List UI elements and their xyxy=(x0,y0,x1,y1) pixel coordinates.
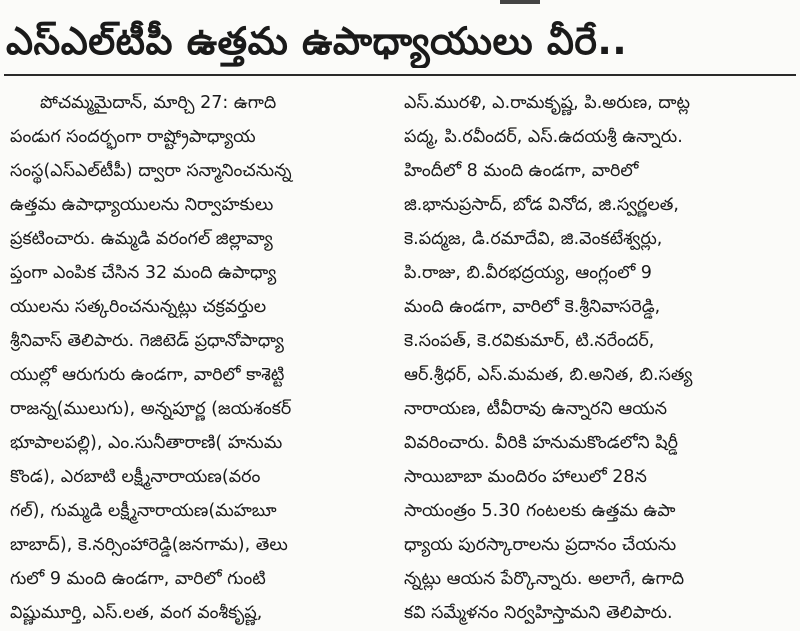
text-line: సంస్థ(ఎస్‌ఎల్‌టీపీ) ద్వారా సన్మానించనున్న xyxy=(10,161,292,181)
text-line: నారాయణ, టీవీరావు ఉన్నారని ఆయన xyxy=(404,399,668,419)
text-line: జి.భానుప్రసాద్, బోడ వినోద, జి.స్వర్ణలత, xyxy=(404,195,679,215)
text-line: పోచమ్మమైదాన్, మార్చి 27: ఉగాది xyxy=(40,93,277,113)
text-line: కవి సమ్మేళనం నిర్వహిస్తామని తెలిపారు. xyxy=(404,603,673,623)
text-line: భూపాలపల్లి), ఎం.సునీతారాణి( హనుమ xyxy=(10,433,283,453)
text-line: యుల్లో ఆరుగురు ఉండగా, వారిలో కాశెట్టి xyxy=(10,365,285,385)
text-line: సాయంత్రం 5.30 గంటలకు ఉత్తమ ఉపా xyxy=(404,501,676,521)
text-line: ప్తంగా ఎంపిక చేసిన 32 మంది ఉపాధ్యా xyxy=(10,263,277,283)
text-line: గల్), గుమ్మడి లక్ష్మీనారాయణ(మహబూ xyxy=(10,501,277,521)
text-line: ఎస్.మురళి, ఎ.రామకృష్ణ, పి.అరుణ, దాట్ల xyxy=(404,93,691,113)
text-line: పద్మ, పి.రవీందర్, ఎస్.ఉదయశ్రీ ఉన్నారు. xyxy=(404,127,683,147)
left-column xyxy=(10,86,382,631)
text-line: పండుగ సందర్భంగా రాష్ట్రోపాధ్యాయ xyxy=(10,127,256,147)
text-line: హిందీలో 8 మంది ఉండగా, వారిలో xyxy=(404,161,639,181)
text-line: ధ్యాయ పురస్కారాలను ప్రదానం చేయను xyxy=(404,535,677,555)
text-line: మంది ఉండగా, వారిలో కె.శ్రీనివాసరెడ్డి, xyxy=(404,297,661,317)
text-line: విష్ణుమూర్తి, ఎస్.లత, వంగ వంశీకృష్ణ, xyxy=(10,603,263,623)
text-line: వివరించారు. వీరికి హనుమకొండలోని షిర్డీ xyxy=(404,433,679,453)
text-line: ఆర్.శ్రీధర్, ఎస్.మమత, బి.అనిత, బి.సత్య xyxy=(404,365,693,385)
text-line: కె.సంపత్, కె.రవికుమార్, టి.నరేందర్, xyxy=(404,331,655,351)
text-line: పి.రాజు, బి.వీరభద్రయ్య, ఆంగ్లంలో 9 xyxy=(404,263,652,283)
text-line: శ్రీనివాస్ తెలిపారు. గెజిటెడ్ ప్రధానోపాధ్యా xyxy=(10,331,284,351)
text-line: గులో 9 మంది ఉండగా, వారిలో గుంటి xyxy=(10,569,266,589)
text-line: ప్రకటించారు. ఉమ్మడి వరంగల్ జిల్లావ్యా xyxy=(10,229,273,249)
headline: ఎస్‌ఎల్‌టీపీ ఉత్తమ ఉపాధ్యాయులు వీరే.. xyxy=(6,19,628,63)
text-line: రాజన్న(ములుగు), అన్నపూర్ణ (జయశంకర్ xyxy=(10,399,292,419)
text-line: కె.పద్మజ, డి.రమాదేవి, జి.వెంకటేశ్వర్లు, xyxy=(404,229,663,249)
text-line: ఉత్తమ ఉపాధ్యాయులను నిర్వాహకులు xyxy=(10,195,274,215)
text-line: బాబాద్), కె.నర్సింహారెడ్డి(జనగామ), తెలు xyxy=(10,535,288,555)
text-line: కొండ), ఎరబాటి లక్ష్మీనారాయణ(వరం xyxy=(10,467,261,487)
text-line: న్నట్లు ఆయన పేర్కొన్నారు. అలాగే, ఉగాది xyxy=(404,569,685,589)
text-line: సాయిబాబా మందిరం హాలులో 28న xyxy=(404,467,647,487)
text-line: యులను సత్కరించనున్నట్లు చక్రవర్తుల xyxy=(10,297,267,317)
right-column xyxy=(404,86,794,631)
headline-rule xyxy=(4,74,796,76)
top-edge-mark xyxy=(500,0,540,4)
